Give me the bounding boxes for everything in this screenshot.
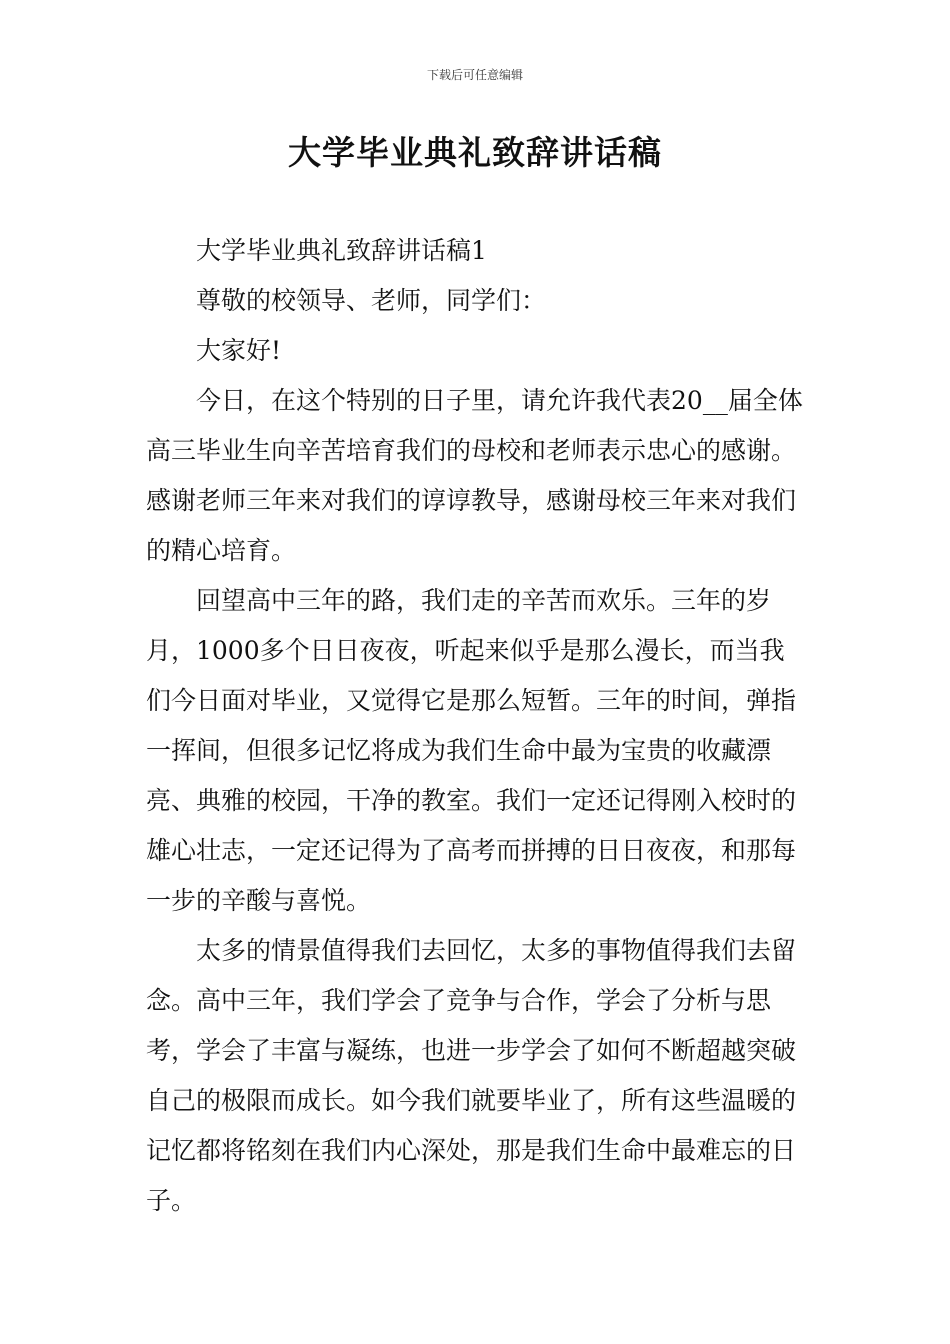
paragraph-greeting: 大家好! bbox=[196, 336, 282, 365]
document-body bbox=[146, 226, 806, 1226]
paragraph-growth: 太多的情景值得我们去回忆，太多的事物值得我们去留念。高中三年，我们学会了竞争与合作，学会了分析与思考，学会了丰富与凝练，也进一步学会了如何不断超越突破自己的极限而成长。如今我们就要毕业了，所有这些温暖的记忆都将铭刻在我们内心深处，那是我们生命中最难忘的日子。 bbox=[146, 936, 797, 1215]
paragraph-memories: 回望高中三年的路，我们走的辛苦而欢乐。三年的岁月，1000多个日日夜夜，听起来似乎是那么漫长，而当我们今日面对毕业，又觉得它是那么短暂。三年的时间，弹指一挥间，但很多记忆将成为我们生命中最为宝贵的收藏漂亮、典雅的校园，干净的教室。我们一定还记得刚入校时的雄心壮志，一定还记得为了高考而拼搏的日日夜夜，和那每一步的辛酸与喜悦。 bbox=[146, 586, 797, 915]
paragraph-subtitle: 大学毕业典礼致辞讲话稿1 bbox=[196, 236, 487, 265]
paragraph-salutation: 尊敬的校领导、老师，同学们： bbox=[196, 286, 547, 315]
header-note: 下载后可任意编辑 bbox=[426, 68, 523, 82]
paragraph-thanks: 今日，在这个特别的日子里，请允许我代表20__届全体高三毕业生向辛苦培育我们的母校和老师表示忠心的感谢。感谢老师三年来对我们的谆谆教导，感谢母校三年来对我们的精心培育。 bbox=[146, 386, 803, 565]
document-title: 大学毕业典礼致辞讲话稿 bbox=[288, 133, 662, 172]
